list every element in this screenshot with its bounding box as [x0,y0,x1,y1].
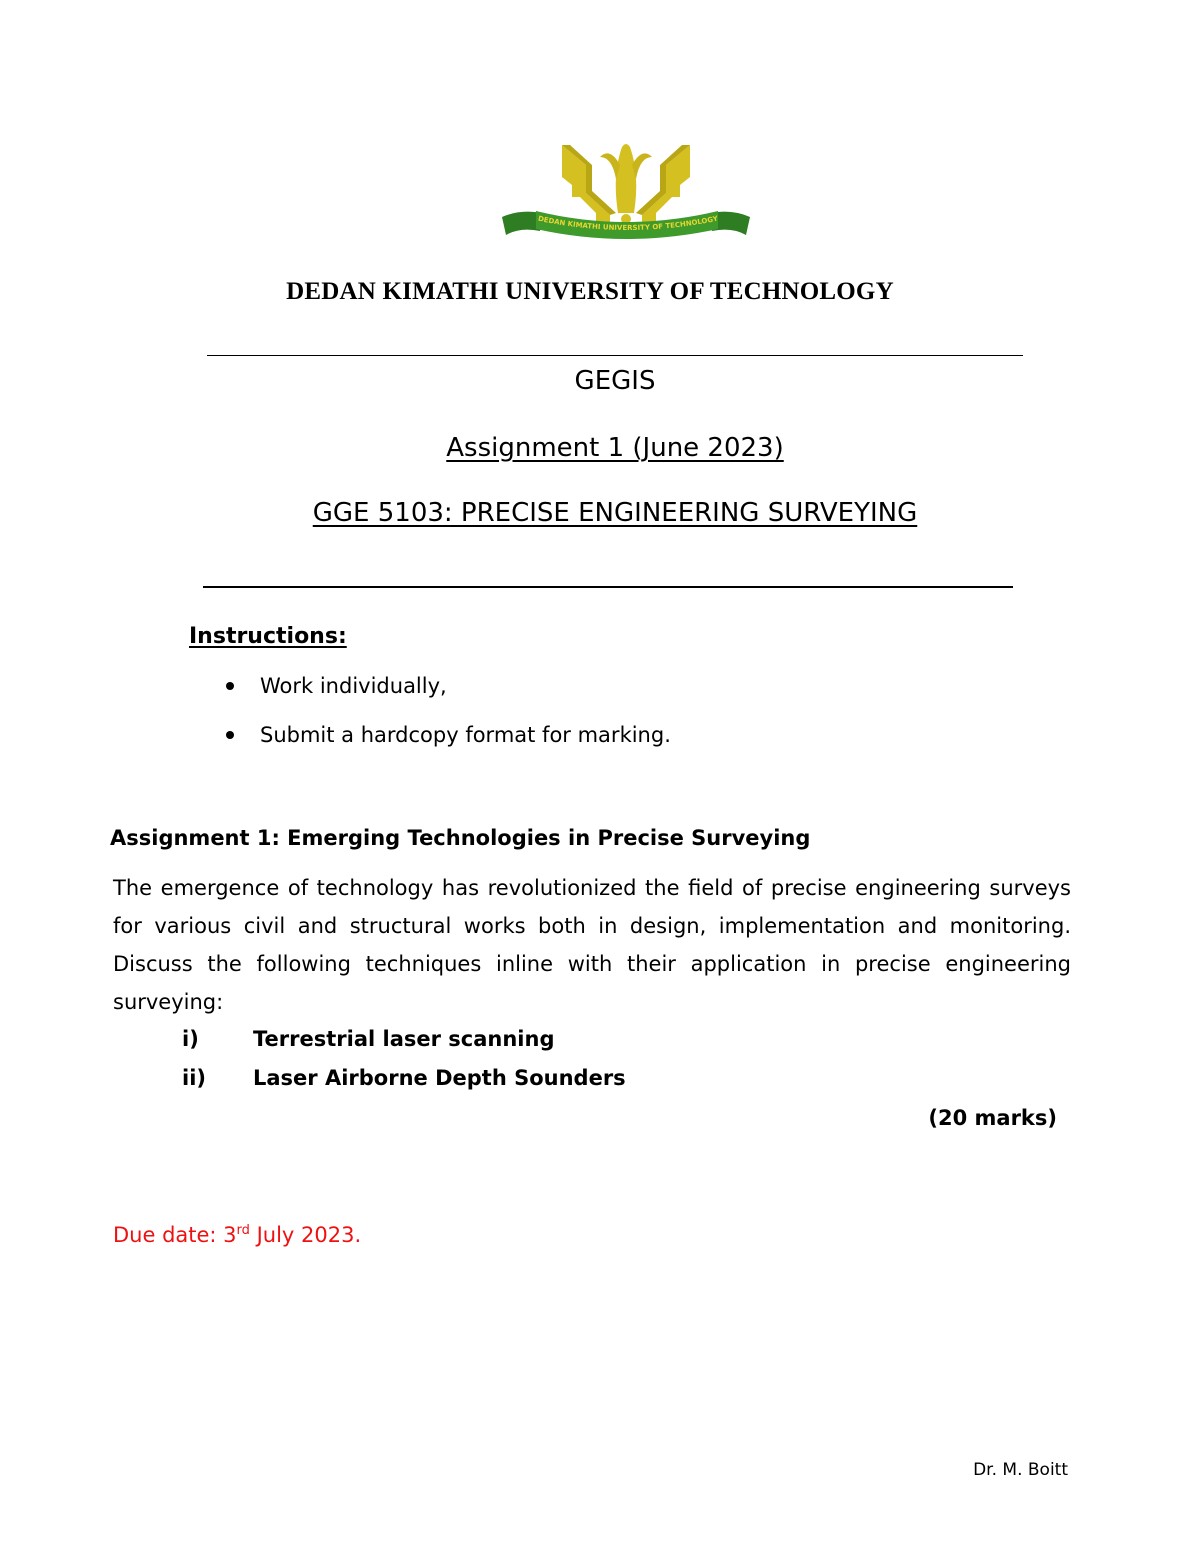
header-divider [207,355,1023,356]
item-number: ii) [182,1066,206,1090]
due-date-prefix: Due date: 3 [113,1223,237,1247]
title-divider [203,586,1013,588]
bullet-icon [226,682,234,690]
due-date [113,1223,361,1247]
assignment-title: Assignment 1 (June 2023) [446,433,784,463]
item-text: Terrestrial laser scanning [253,1027,555,1051]
instruction-item [226,674,447,698]
marks-label: (20 marks) [928,1106,1057,1130]
item-number: i) [182,1027,199,1051]
logo-ribbon-text: DEDAN KIMATHI UNIVERSITY OF TECHNOLOGY [537,214,719,233]
author-name: Dr. M. Boitt [973,1460,1068,1480]
question-body: The emergence of technology has revolutionized the field of precise engineering surveys for various civil and structural works both in design, implementation and monitoring. Discuss the following techniques inline with their application in precise engineering surveying: [113,876,1071,1014]
instruction-item [226,723,671,747]
item-text: Laser Airborne Depth Sounders [253,1066,626,1090]
logo-emblem [500,135,752,247]
question-title: Assignment 1: Emerging Technologies in Precise Surveying [110,826,811,850]
instruction-text: Work individually, [260,674,447,698]
department-name: GEGIS [574,366,656,396]
bullet-icon [226,731,234,739]
course-title: GGE 5103: PRECISE ENGINEERING SURVEYING [312,498,918,528]
instruction-text: Submit a hardcopy format for marking. [260,723,671,747]
due-date-ordinal: rd [236,1223,250,1238]
instructions-heading: Instructions: [189,624,347,649]
university-name: DEDAN KIMATHI UNIVERSITY OF TECHNOLOGY [286,278,894,305]
university-logo [500,135,752,247]
due-date-suffix: July 2023. [249,1223,362,1247]
